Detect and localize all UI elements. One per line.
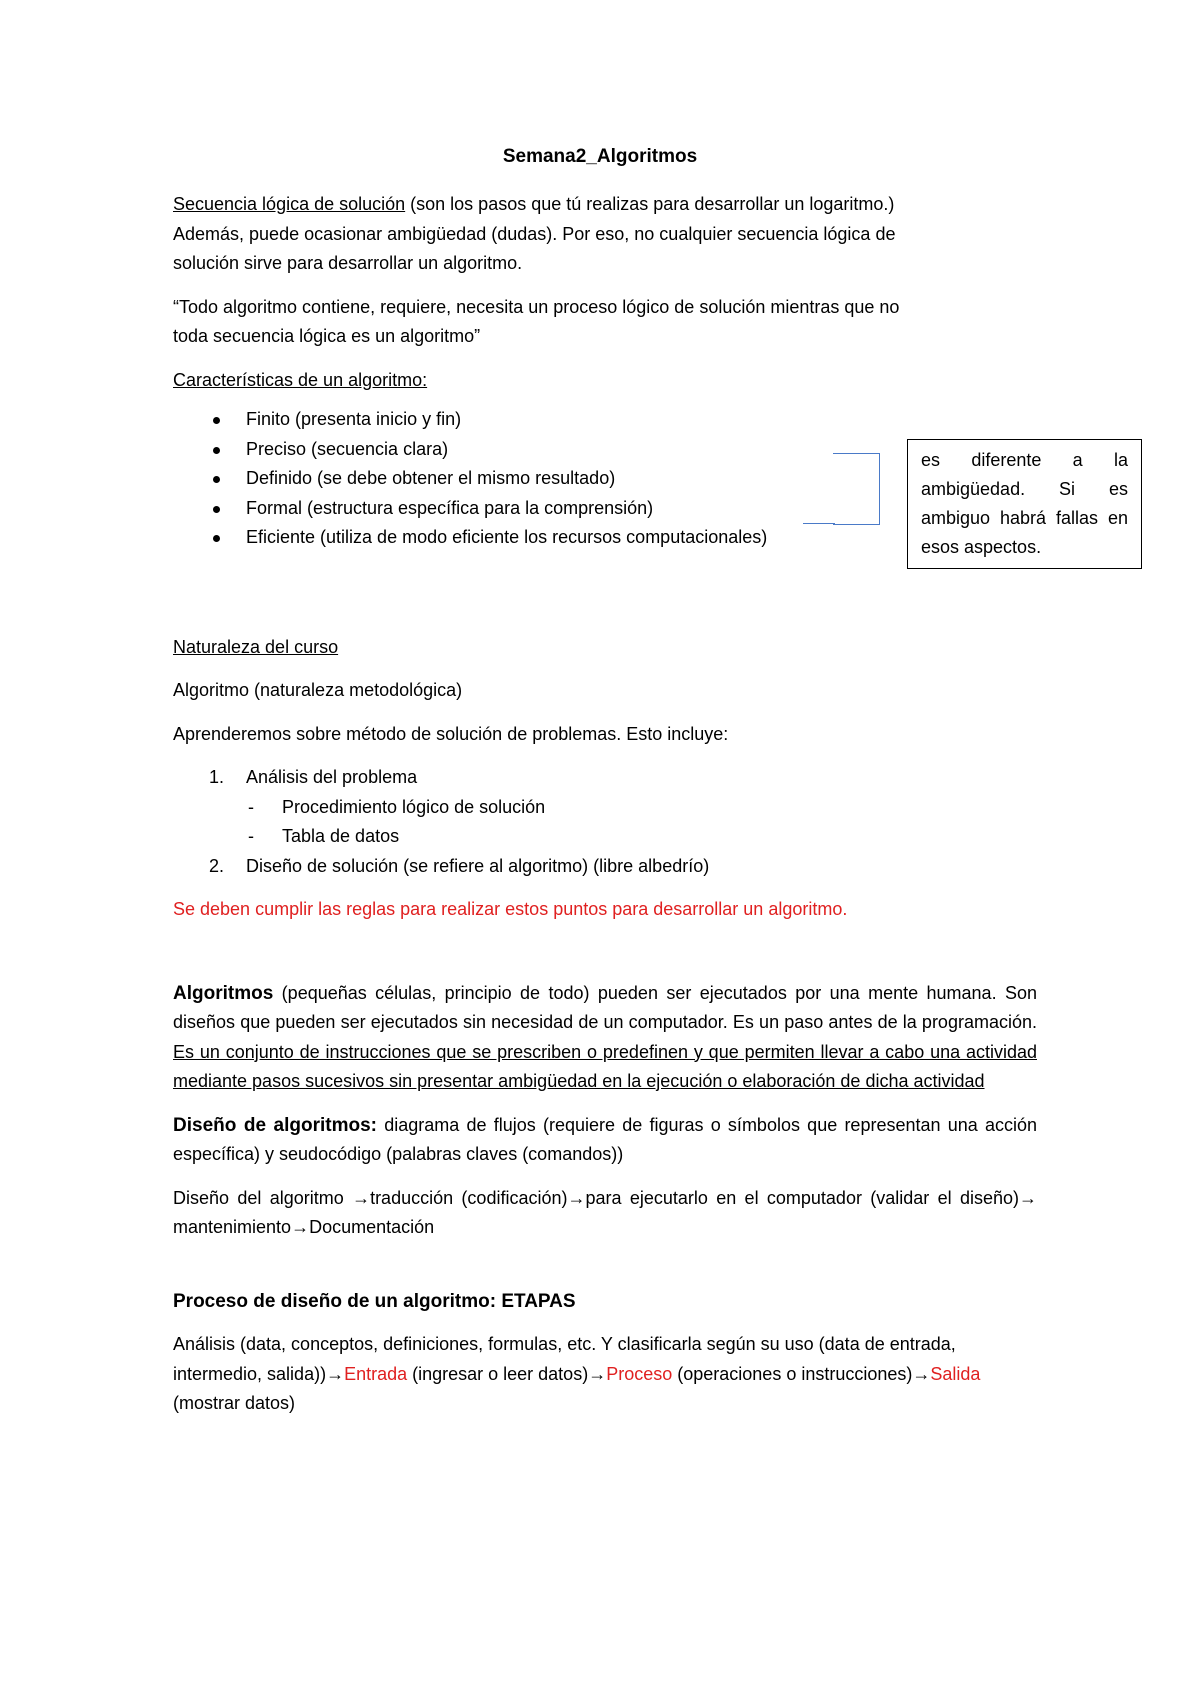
proceso-paragraph: Análisis (data, conceptos, definiciones, formulas, etc. Y clasificarla según su uso (data de entrada, intermedio, salida))→Entrada (ingresar o leer datos)→Proceso (operaciones o instrucciones)→Salida (mostrar datos)	[173, 1334, 981, 1413]
entrada-label: Entrada	[344, 1363, 408, 1384]
bracket-connector-tail	[803, 523, 835, 524]
spacer	[173, 1257, 1037, 1287]
list-item: 2. Diseño de solución (se refiere al algoritmo) (libre albedrío)	[209, 855, 710, 876]
proceso-heading: Proceso de diseño de un algoritmo: ETAPAS	[173, 1290, 576, 1312]
bullet-icon	[213, 447, 220, 454]
list-item: Finito (presenta inicio y fin)	[173, 405, 1037, 435]
list-item: Eficiente (utiliza de modo eficiente los recursos computacionales)	[173, 523, 1037, 553]
arrow-right-icon: →	[567, 1187, 586, 1208]
caracteristicas-heading: Características de un algoritmo:	[173, 369, 428, 390]
list-item: - Procedimiento lógico de solución	[248, 796, 546, 817]
algoritmos-term: Algoritmos	[173, 982, 274, 1004]
document-body	[173, 190, 1037, 1433]
page-title: Semana2_Algoritmos	[502, 146, 698, 167]
arrow-right-icon: →	[912, 1363, 931, 1384]
arrow-right-icon: →	[588, 1363, 607, 1384]
flujo-paragraph: Diseño del algoritmo →traducción (codificación)→para ejecutarlo en el computador (validar el diseño)→ mantenimiento→Documentación	[173, 1187, 1037, 1237]
salida-label: Salida	[930, 1363, 981, 1384]
list-item: Definido (se debe obtener el mismo resultado)	[173, 464, 1037, 494]
secuencia-line2: Además, puede ocasionar ambigüedad (dudas). Por eso, no cualquier secuencia lógica de	[173, 223, 896, 244]
arrow-right-icon: →	[352, 1187, 371, 1208]
arrow-right-icon: →	[291, 1217, 310, 1237]
diseno-term: Diseño de algoritmos:	[173, 1114, 377, 1136]
substeps-list	[246, 793, 1037, 852]
secuencia-paragraph	[173, 190, 1037, 279]
list-item: Preciso (secuencia clara)	[173, 435, 1037, 465]
list-item: 1. Análisis del problema - Procedimiento lógico de solución - Tabla de datos	[173, 763, 1037, 852]
rule-note: Se deben cumplir las reglas para realizar estos puntos para desarrollar un algoritmo.	[173, 899, 848, 919]
diseno-paragraph: Diseño de algoritmos: diagrama de flujos (requiere de figuras o símbolos que representan una acción específica) y seudocódigo (palabras claves (comandos))	[173, 1114, 1038, 1164]
secuencia-line3: solución sirve para desarrollar un algoritmo.	[173, 253, 523, 273]
arrow-right-icon: →	[326, 1363, 345, 1384]
quote-line1: “Todo algoritmo contiene, requiere, necesita un proceso lógico de solución mientras que no	[173, 296, 900, 317]
proceso-label: Proceso	[606, 1363, 673, 1384]
list-item: Formal (estructura específica para la comprensión)	[173, 494, 1037, 524]
algoritmos-paragraph: Algoritmos (pequeñas células, principio de todo) pueden ser ejecutados por una mente humana. Son diseños que pueden ser ejecutados sin necesidad de un computador. Es un paso antes de la programación. Es un conjunto de instrucciones que se prescriben o predefinen y que permiten llevar a cabo una actividad mediante pasos sucesivos sin presentar ambigüedad en la ejecución o elaboración de dicha actividad	[173, 982, 1037, 1091]
naturaleza-aprenderemos: Aprenderemos sobre método de solución de problemas. Esto incluye:	[173, 723, 729, 744]
ambiguity-note-box: es diferente a la ambigüedad. Si es ambiguo habrá fallas en esos aspectos.	[907, 439, 1142, 569]
quote-paragraph	[173, 293, 1037, 352]
bullet-icon	[213, 417, 220, 424]
naturaleza-algoritmo: Algoritmo (naturaleza metodológica)	[173, 680, 463, 700]
bracket-connector	[833, 453, 880, 525]
arrow-right-icon: →	[1019, 1187, 1037, 1208]
steps-list	[173, 763, 1037, 881]
bullet-icon	[213, 506, 220, 513]
bullet-icon	[213, 476, 220, 483]
secuencia-term: Secuencia lógica de solución	[173, 194, 406, 214]
spacer	[173, 939, 1037, 979]
naturaleza-heading: Naturaleza del curso	[173, 636, 339, 657]
algoritmos-definition: Es un conjunto de instrucciones que se prescriben o predefinen y que permiten llevar a cabo una actividad mediante pasos sucesivos sin presentar ambigüedad en la ejecución o elaboración de dicha actividad	[173, 1041, 1037, 1091]
quote-line2: toda secuencia lógica es un algoritmo”	[173, 326, 481, 346]
list-item: - Tabla de datos	[248, 826, 400, 846]
bullet-icon	[213, 535, 220, 542]
secuencia-line1: (son los pasos que tú realizas para desarrollar un logaritmo.)	[405, 194, 895, 214]
